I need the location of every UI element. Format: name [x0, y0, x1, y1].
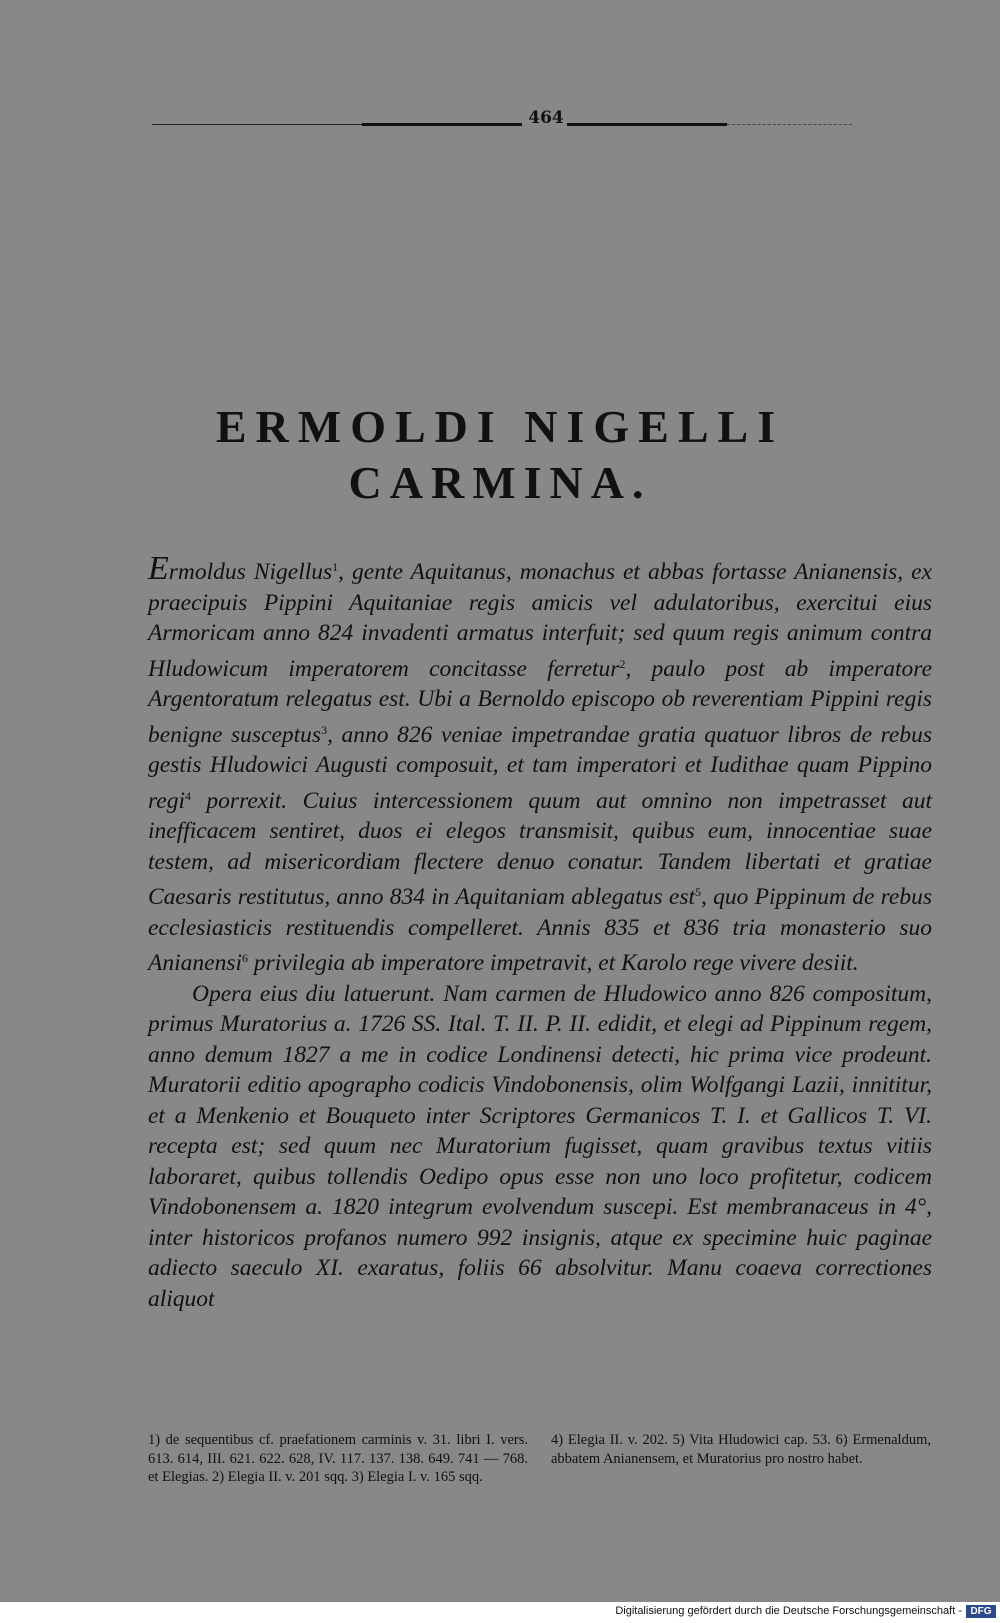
- dfg-credit: Digitalisierung gefördert durch die Deutsche Forschungsgemeinschaft -: [615, 1605, 962, 1617]
- title-line-1: ERMOLDI NIGELLI: [215, 401, 785, 452]
- page-header: [152, 108, 852, 138]
- footnote-marker-1: 1: [332, 560, 339, 574]
- footnotes-right: 4) Elegia II. v. 202. 5) Vita Hludowici cap. 53. 6) Ermenaldum, abbatem Anianensem, et Muratorius pro nostro habet.: [551, 1432, 931, 1467]
- footnote-marker-6: 6: [242, 951, 248, 965]
- header-rule-right-thick: [567, 123, 727, 126]
- paragraph-1-text-c: , paulo post ab imperatore Argentoratum relegatus est. Ubi a Bernoldo episcopo ob reverentiam Pippini regis benigne susceptus: [148, 655, 933, 748]
- dfg-logo-icon: DFG: [966, 1605, 996, 1618]
- paragraph-1-text-e: porrexit. Cuius intercessionem quum aut omnino non impetrasset aut inefficacem sentiret, duos ei elegos transmisit, quibus eum, innocentiae suae testem, ad misericordiam flectere denuo conatur. Tandem libertati et gratiae Caesaris restitutus, anno 834 in Aquitaniam ablegatus est: [148, 787, 932, 910]
- paragraph-1-text-f: , quo Pippinum de rebus ecclesiasticis restituendis compelleret. Annis 835 et 836 tria monasterio suo Anianensi: [148, 884, 932, 976]
- page-number: 464: [528, 108, 564, 128]
- title-line-2: CARMINA.: [348, 457, 652, 508]
- drop-cap: E: [148, 550, 169, 587]
- header-rule-right-thin: [727, 124, 852, 125]
- footnote-marker-3: 3: [321, 722, 328, 737]
- header-rule-left-thick: [362, 123, 522, 126]
- footnote-marker-2: 2: [619, 656, 626, 671]
- footnote-marker-5: 5: [695, 885, 701, 899]
- paragraph-2: Opera eius diu latuerunt. Nam carmen de Hludowico anno 826 compositum, primus Muratorius a. 1726 SS. Ital. T. II. P. II. edidit, et elegi ad Pippinum regem, anno demum 1827 a me in codice Londinensi detecti, hic prima vice prodeunt. Muratorii editio apographo codicis Vindobonensis, olim Wolfgangi Lazii, innititur, et a Menkenio et Bouqueto inter Scriptores Germanicos T. I. et Gallicos T. VI. recepta est; sed quum nec Muratorium fugisset, quam gravibus textus vitiis laboraret, quibus tollendis Oedipo opus esse non uno loco profitetur, codicem Vindobonensem a. 1820 integrum evolvendum suscepi. Est membranaceus in 4°, inter historicos profanos numero 992 insignis, atque ex specimine huic paginae adiecto saeculo XI. exaratus, foliis 66 absolvitur. Manu coaeva correctiones aliquot: [148, 980, 932, 1312]
- paragraph-1-text-b: , gente Aquitanus, monachus et abbas fortasse Anianensis, ex praecipuis Pippini Aquitaniae regis amicis vel adulatoribus, exercitui eius Armoricam anno 824 invadenti armatus interfuit; sed quum regis animum contra Hludowicum imperatorem concitasse ferretur: [148, 559, 932, 682]
- paragraph-1-text-a: rmoldus Nigellus: [168, 559, 333, 585]
- paragraph-1-text-d: , anno 826 veniae impetrandae gratia quatuor libros de rebus gestis Hludowici Augusti composuit, et tam imperatori et Iudithae quam Pippino regi: [148, 721, 932, 814]
- header-rule-left-thin: [152, 124, 362, 125]
- footnote-marker-4: 4: [184, 788, 191, 803]
- paragraph-1-text-g: privilegia ab imperatore impetravit, et Karolo rege vivere desiit.: [248, 950, 859, 976]
- paragraph-1: [148, 552, 932, 979]
- body-text: [148, 552, 932, 1314]
- footnotes-left: 1) de sequentibus cf. praefationem carminis v. 31. libri I. vers. 613. 614, III. 621. 622. 628, IV. 117. 137. 138. 649. 741 — 768. et Elegias. 2) Elegia II. v. 201 sqq. 3) Elegia I. v. 165 sqq.: [148, 1432, 528, 1485]
